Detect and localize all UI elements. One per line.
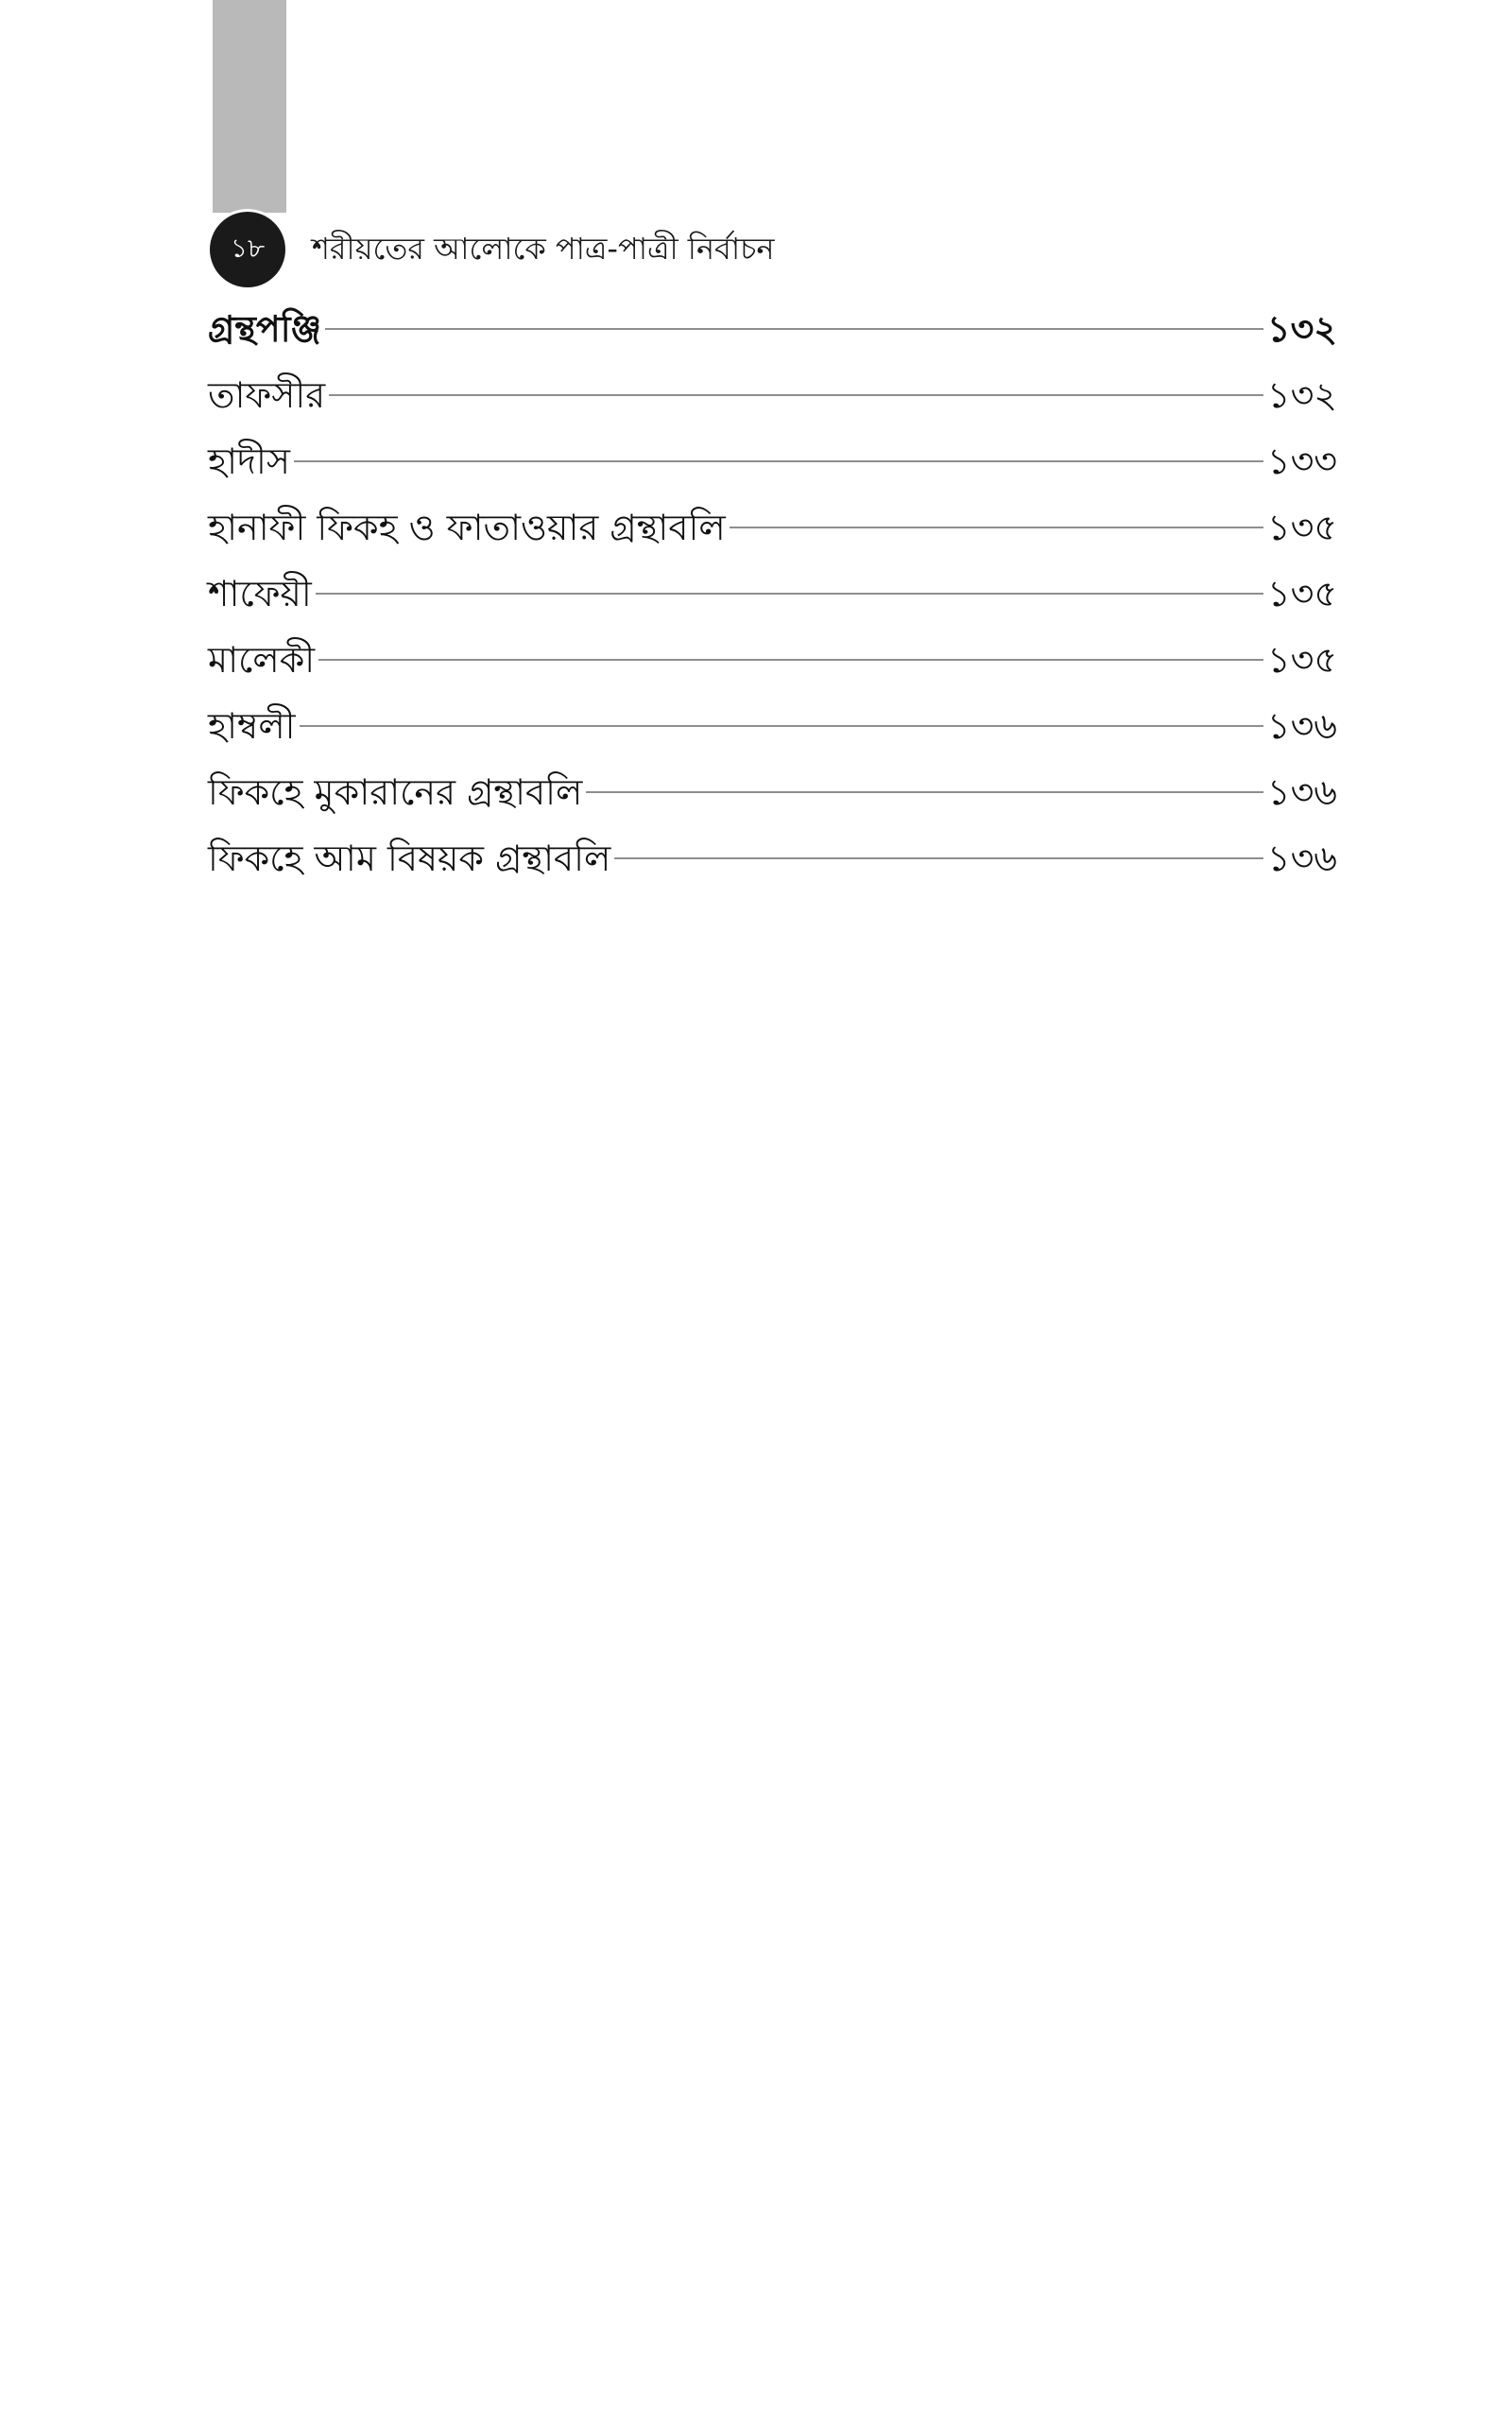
toc-leader-line [325,328,1263,330]
toc-entry-page: ১৩৫ [1266,573,1337,614]
toc-entry[interactable] [208,367,1337,433]
toc-entry-page: ১৩৫ [1266,639,1337,681]
toc-leader-line [316,593,1263,595]
toc-entry-title: হাম্বলী [208,705,296,747]
toc-leader-line [300,725,1263,727]
toc-entry-title: শাফেয়ী [208,573,312,614]
toc-entry[interactable] [208,698,1337,764]
toc-entry-title: তাফসীর [208,374,326,416]
toc-entry-title: ফিকহে আম বিষয়ক গ্রন্থাবলি [208,838,611,879]
toc-leader-line [730,527,1263,528]
running-title: শরীয়তের আলোকে পাত্র-পাত্রী নির্বাচন [312,231,775,267]
toc-leader-line [329,394,1263,396]
table-of-contents [208,301,1337,896]
toc-entry[interactable] [208,631,1337,698]
toc-entry-title: ফিকহে মুকারানের গ্রন্থাবলি [208,771,583,813]
toc-entry-title: হাদীস [208,441,290,482]
toc-entry-page: ১৩৫ [1266,507,1337,548]
toc-entry[interactable] [208,301,1337,367]
toc-entry-page: ১৩২ [1266,308,1337,350]
toc-entry-page: ১৩২ [1266,374,1337,416]
toc-entry[interactable] [208,433,1337,499]
toc-entry-page: ১৩৬ [1266,771,1337,813]
page-number: ১৮ [230,232,266,264]
toc-entry[interactable] [208,830,1337,896]
toc-leader-line [614,857,1263,859]
toc-entry[interactable] [208,764,1337,830]
toc-entry-title: হানাফী ফিকহ ও ফাতাওয়ার গ্রন্থাবলি [208,507,726,548]
toc-entry-page: ১৩৬ [1266,705,1337,747]
toc-leader-line [294,460,1263,462]
toc-leader-line [318,659,1263,661]
header-tab-decoration [213,0,286,213]
toc-leader-line [586,791,1263,793]
toc-entry[interactable] [208,499,1337,565]
toc-entry[interactable] [208,565,1337,631]
toc-entry-page: ১৩৬ [1266,838,1337,879]
toc-entry-page: ১৩৩ [1266,441,1337,482]
toc-entry-title: মালেকী [208,639,316,681]
page-number-badge [210,212,285,287]
toc-entry-title: গ্রন্থপঞ্জি [208,308,322,350]
